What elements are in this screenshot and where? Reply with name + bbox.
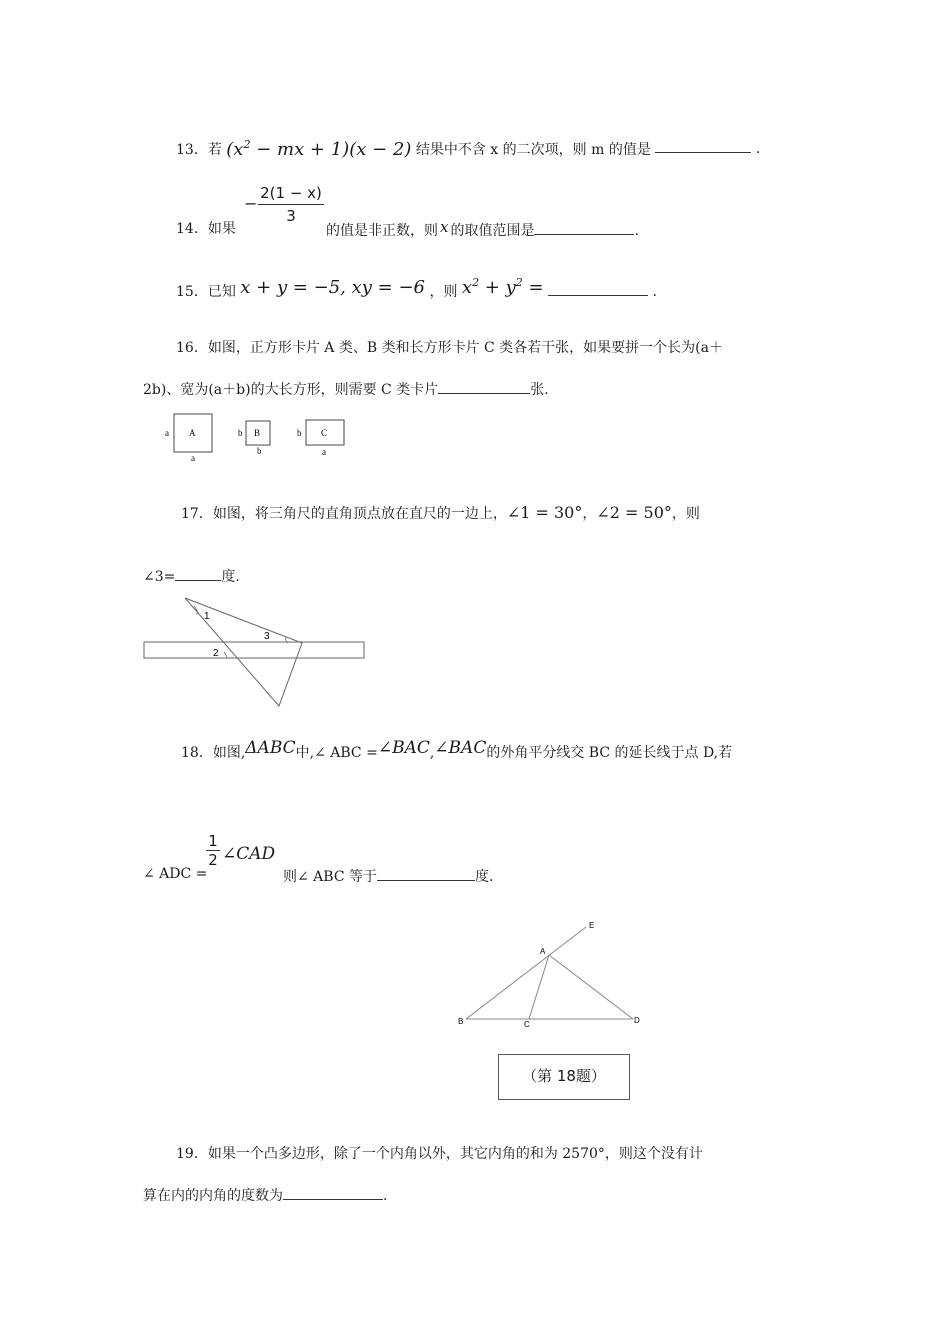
q16-line1: 16．如图，正方形卡片 A 类、B 类和长方形卡片 C 类各若干张，如果要拼一个长为(a＋ [176, 340, 723, 356]
q18-figure [450, 915, 650, 1035]
q15-number: 15．已知 [176, 284, 236, 300]
card-a-name: A [189, 428, 196, 438]
question-17: 17．如图，将三角尺的直角顶点放在直尺的一边上，∠1 = 30°，∠2 = 50°，则 [181, 503, 700, 522]
q14-answer-blank[interactable] [534, 220, 634, 235]
point-label-a: A [540, 947, 546, 956]
point-label-d: D [634, 1016, 640, 1025]
q18-caption: （第 18题） [522, 1067, 606, 1085]
q13-text: 结果中不含 x 的二次项，则 m 的值是 [415, 142, 651, 158]
angle-label-2: 2 [213, 648, 219, 659]
q18-angle-bac-2: ∠BAC [434, 738, 487, 758]
q18-half-denominator: 2 [208, 851, 218, 869]
card-b-bottom-label: b [257, 446, 262, 456]
q15-condition: x + y = −5, xy = −6 [240, 277, 426, 298]
q17-figure [140, 592, 370, 712]
q13-answer-blank[interactable] [655, 138, 751, 153]
q18-half-numerator: 1 [206, 833, 220, 851]
question-15 [176, 276, 657, 306]
q18-caption-box [498, 1054, 630, 1100]
question-13 [176, 138, 760, 166]
q15-end: . [652, 284, 657, 300]
card-a-bottom-label: a [191, 453, 195, 463]
q17-angle1: ∠1 = 30° [506, 503, 583, 522]
q18-number: 18．如图, [181, 745, 246, 761]
q16-cards-figure [160, 410, 360, 464]
point-label-e: E [589, 921, 595, 930]
q18-half-fraction [206, 833, 220, 869]
card-a-side-label: a [165, 428, 169, 438]
q18-angle-cad: ∠CAD [222, 844, 276, 864]
q17-answer-blank[interactable] [175, 566, 221, 581]
q14-denominator: 3 [286, 207, 296, 225]
q19-line1: 19．如果一个凸多边形，除了一个内角以外，其它内角的和为 2570°，则这个没有计 [176, 1146, 703, 1162]
q15-text: ，则 [429, 284, 458, 300]
card-c [297, 420, 344, 457]
q17-line2: ∠3= 度. [143, 566, 240, 586]
card-a [165, 414, 212, 463]
q13-number: 13．若 [176, 142, 222, 158]
q13-expression: ($x^2$ − mx + 1)(x − 2) [226, 138, 412, 160]
line-be [466, 927, 586, 1019]
ruler [144, 642, 364, 658]
point-label-b: B [458, 1017, 464, 1026]
card-b-side-label: b [238, 428, 243, 438]
card-c-name: C [321, 428, 328, 438]
angle-2-arc [224, 652, 227, 658]
q19-line2: 算在内的内角的度数为 . [143, 1185, 387, 1205]
q15-answer-blank[interactable] [548, 281, 648, 296]
q18-adc: ∠ ADC = [143, 866, 208, 882]
q15-expression: $x^2 + y^2$ = [461, 276, 544, 298]
question-18: 18．如图,ΔABC中,∠ ABC =∠BAC,∠BAC的外角平分线交 BC 的延长线于点 D,若 [181, 738, 733, 761]
line-ad [549, 955, 633, 1019]
card-b [238, 421, 270, 456]
q18-text2: 的外角平分线交 BC 的延长线于点 D,若 [486, 745, 733, 761]
q14-numerator: 2(1 − x) [258, 184, 324, 205]
q17-line1: 17．如图，将三角尺的直角顶点放在直尺的一边上， [181, 506, 507, 522]
card-c-bottom-label: a [322, 447, 326, 457]
q18-answer-blank[interactable] [377, 866, 475, 881]
card-c-side-label: b [297, 428, 302, 438]
q14-minus: − [244, 194, 258, 213]
q19-answer-blank[interactable] [283, 1185, 383, 1200]
q14-number: 14．如果 [176, 221, 236, 237]
card-b-name: B [254, 428, 261, 438]
q18-text3: 则∠ ABC 等于 度. [283, 866, 493, 886]
angle-label-3: 3 [264, 631, 270, 642]
q14-fraction [258, 184, 324, 225]
line-ac [529, 955, 549, 1019]
q18-triangle: ΔABC [245, 738, 296, 758]
q14-variable: x [440, 218, 449, 236]
q17-angle2: ∠2 = 50° [596, 503, 672, 522]
q16-answer-blank[interactable] [438, 379, 530, 394]
set-square [185, 598, 302, 706]
q16-line2: 2b)、宽为(a＋b)的大长方形，则需要 C 类卡片 张. [143, 379, 549, 399]
q18-text1: 中,∠ ABC = [295, 745, 378, 761]
q14-text: 的值是非正数，则 x 的取值范围是 . [326, 218, 639, 239]
q13-end: . [755, 141, 761, 157]
q18-angle-bac-1: ∠BAC [377, 738, 430, 758]
point-label-c: C [524, 1020, 530, 1029]
angle-label-1: 1 [204, 611, 210, 622]
